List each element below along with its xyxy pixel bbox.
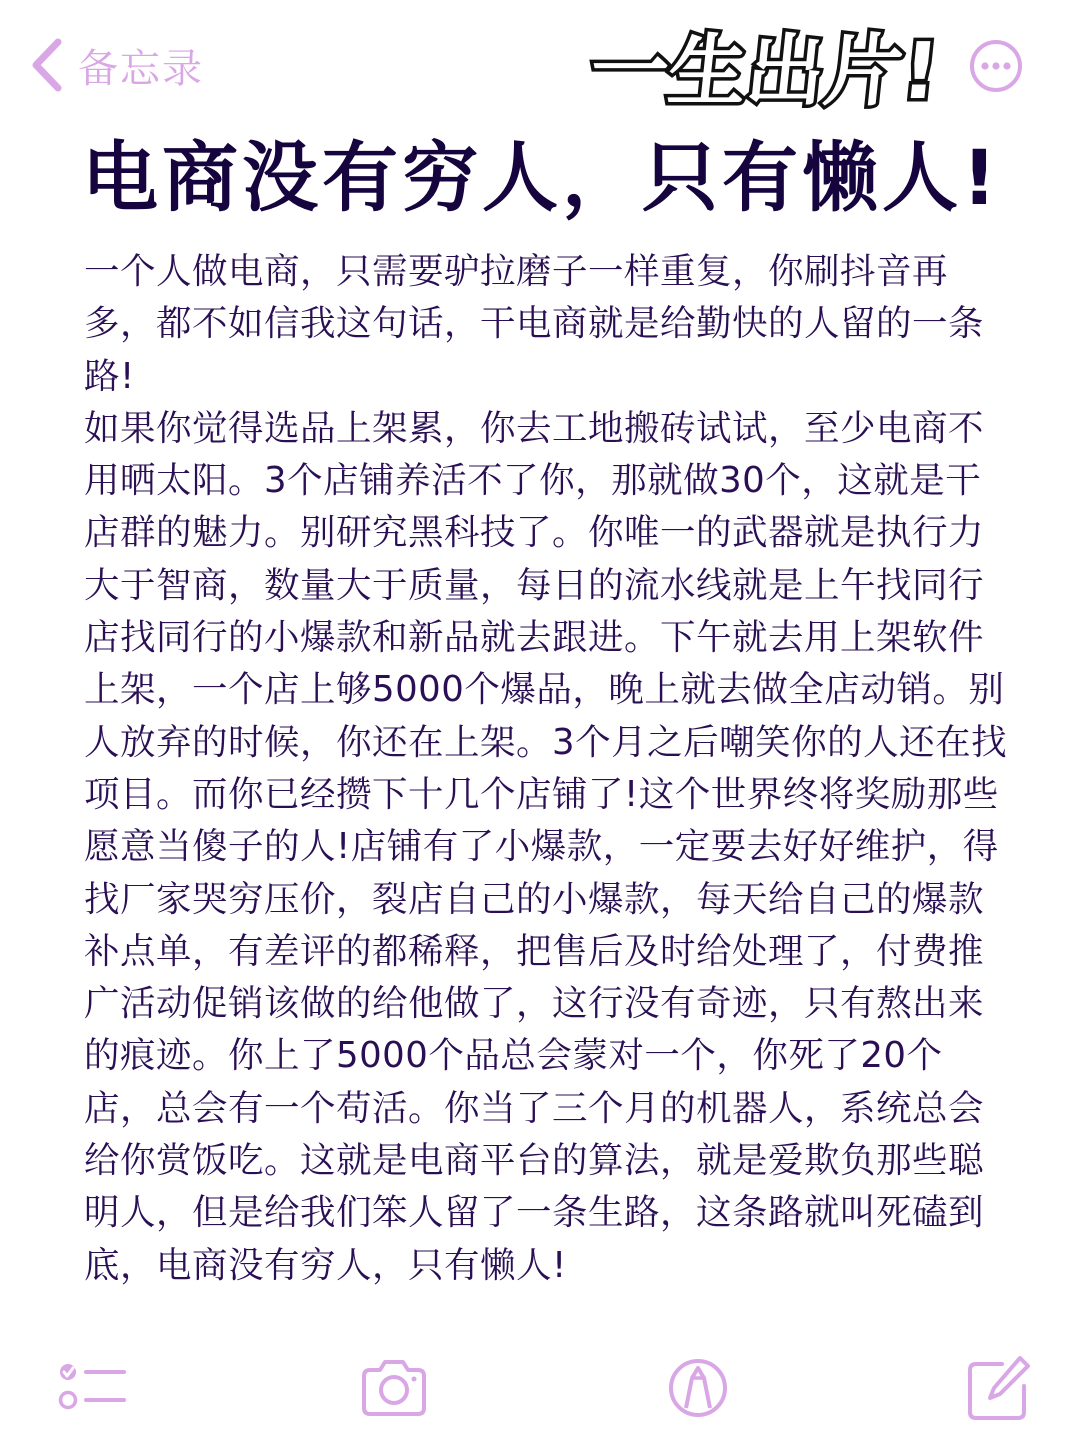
top-navigation-bar xyxy=(0,0,1080,130)
compose-button[interactable] xyxy=(962,1350,1038,1426)
markup-button[interactable] xyxy=(660,1350,736,1426)
sticker-overlay xyxy=(565,18,960,118)
back-button[interactable] xyxy=(28,34,204,96)
camera-button[interactable] xyxy=(356,1350,432,1426)
checklist-button[interactable] xyxy=(54,1350,130,1426)
back-label: 备忘录 xyxy=(78,45,204,92)
sticker-text: 一生出片! xyxy=(585,26,943,117)
bottom-toolbar xyxy=(0,1350,1080,1430)
note-paragraph: 一个人做电商，只需要驴拉磨子一样重复，你刷抖音再多，都不如信我这句话，干电商就是给勤快的人留的一条路! xyxy=(84,251,985,397)
chevron-left-icon xyxy=(28,36,64,94)
markup-pen-icon xyxy=(660,1350,736,1426)
note-title: 电商没有穷人，只有懒人! xyxy=(82,133,1001,222)
more-icon xyxy=(968,38,1024,94)
more-options-button[interactable] xyxy=(968,38,1024,94)
checklist-icon xyxy=(54,1350,130,1426)
note-body[interactable] xyxy=(84,246,1014,1292)
note-paragraph: 如果你觉得选品上架累，你去工地搬砖试试，至少电商不用晒太阳。3个店铺养活不了你，那就做30个，这就是干店群的魅力。别研究黑科技了。你唯一的武器就是执行力大于智商，数量大于质量，每日的流水线就是上午找同行店找同行的小爆款和新品就去跟进。下午就去用上架软件上架，一个店上够5000个爆品，晚上就去做全店动销。别人放弃的时候，你还在上架。3个月之后嘲笑你的人还在找项目。而你已经攒下十几个店铺了!这个世界终将奖励那些愿意当傻子的人!店铺有了小爆款，一定要去好好维护，得找厂家哭穷压价，裂店自己的小爆款，每天给自己的爆款补点单，有差评的都稀释，把售后及时给处理了，付费推广活动促销该做的给他做了，这行没有奇迹，只有熬出来的痕迹。你上了5000个品总会蒙对一个，你死了20个店，总会有一个苟活。你当了三个月的机器人，系统总会给你赏饭吃。这就是电商平台的算法，就是爱欺负那些聪明人，但是给我们笨人留了一条生路，这条路就叫死磕到底，电商没有穷人，只有懒人! xyxy=(84,407,1008,1286)
compose-icon xyxy=(962,1350,1038,1426)
camera-icon xyxy=(356,1350,432,1426)
